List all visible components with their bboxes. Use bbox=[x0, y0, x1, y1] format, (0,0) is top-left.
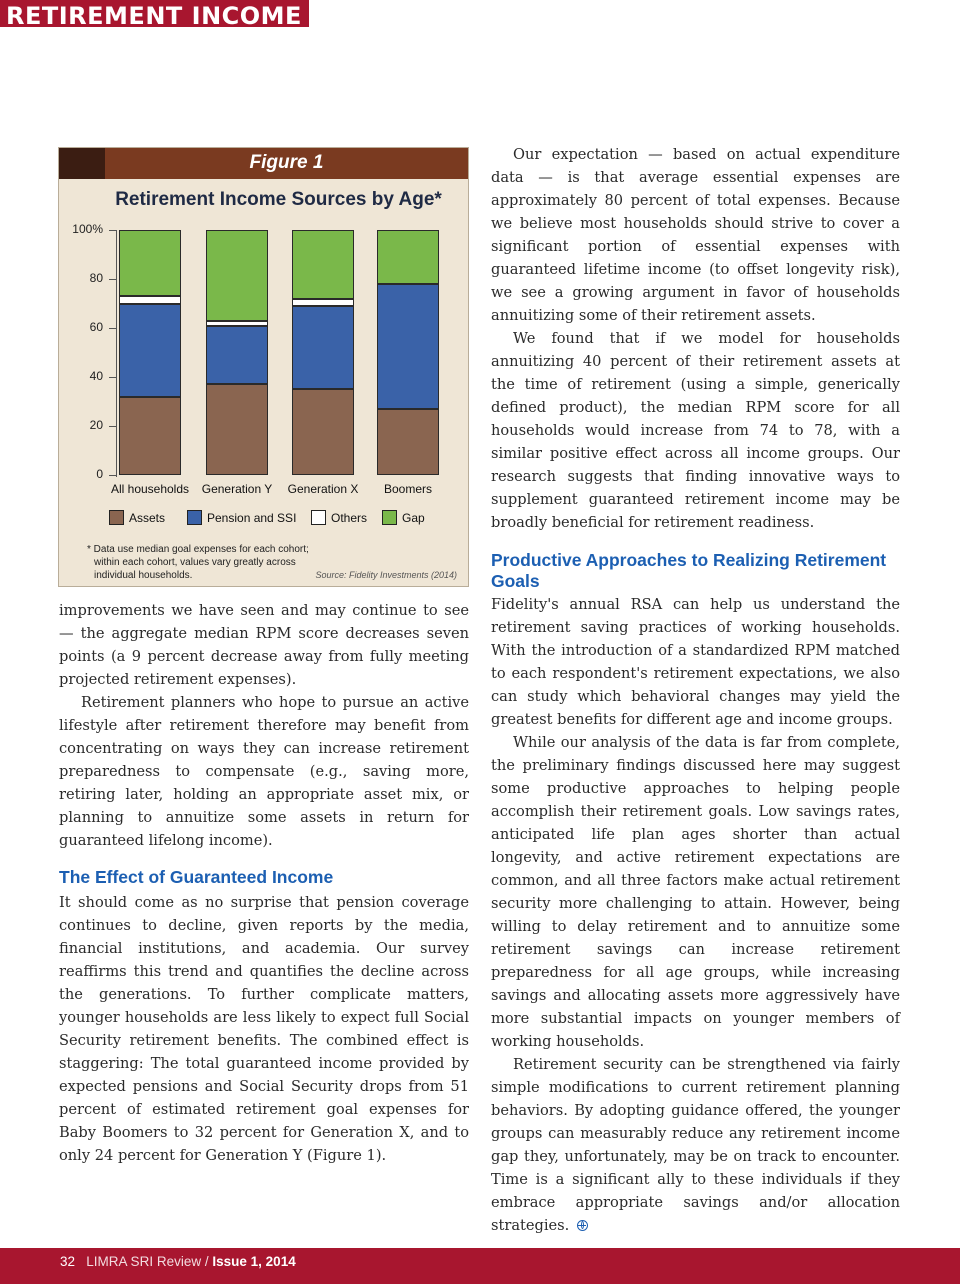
figure-source: Source: Fidelity Investments (2014) bbox=[315, 570, 457, 580]
y-tick-label: 80 bbox=[89, 271, 103, 285]
y-tick-label: 20 bbox=[89, 418, 103, 432]
bar-segment-others bbox=[119, 296, 181, 303]
paragraph: While our analysis of the data is far from complete, the preliminary findings discussed here may suggest some productive approaches to helping people accomplish their retirement goals. Low savings rates, anticipated life plan ages shorter than actual longevity, and active retirement expectations are common, and all three factors make actual retirement security more challenging to attain. However, being willing to delay retirement and to annuitize some retirement savings can increase retirement preparedness for all age groups, while increasing savings and allocating assets more aggressively have more substantial impacts on younger members of working households. bbox=[491, 734, 900, 1050]
section-header: RETIREMENT INCOME bbox=[0, 0, 309, 27]
x-tick-label: Generation X bbox=[287, 482, 359, 496]
y-tick-label: 100% bbox=[72, 222, 103, 236]
page-number: 32 bbox=[60, 1254, 76, 1269]
paragraph bbox=[491, 1053, 900, 1237]
bar-all-households bbox=[119, 230, 181, 475]
bar-segment-others bbox=[292, 299, 354, 306]
bar-generation-y bbox=[206, 230, 268, 475]
y-axis bbox=[116, 230, 117, 477]
bar-segment-pension-and-ssi bbox=[206, 326, 268, 385]
footer-separator: / bbox=[204, 1254, 209, 1269]
y-tick-mark bbox=[109, 230, 116, 231]
paragraph-text: Retirement security can be strengthened via fairly simple modifications to current retirement planning behaviors. By adopting guidance offered, the younger groups can measurably reduce any retirement income gap they, unfortunately, may be on track to encounter. Time is a significant ally to these individuals if they embrace appropriate savings and/or allocation strategies. bbox=[491, 1056, 900, 1234]
legend-item bbox=[187, 510, 296, 525]
bar-segment-pension-and-ssi bbox=[377, 284, 439, 409]
bar-segment-pension-and-ssi bbox=[292, 306, 354, 389]
left-column bbox=[59, 599, 469, 1167]
bar-segment-assets bbox=[377, 409, 439, 475]
figure-1 bbox=[58, 147, 469, 587]
figure-label: Figure 1 bbox=[249, 152, 324, 173]
y-tick-mark bbox=[109, 426, 116, 427]
bar-segment-gap bbox=[206, 230, 268, 321]
legend-item bbox=[109, 510, 165, 525]
paragraph: Retirement planners who hope to pursue an active lifestyle after retirement therefore may benefit from concentrating on ways they can increase retirement preparedness to compensate (e.g., saving more, retiring later, holding an appropriate asset mix, or planning to annuitize some assets in return for guaranteed lifelong income). bbox=[59, 694, 469, 849]
y-tick-label: 0 bbox=[96, 467, 103, 481]
issue-label: Issue 1, 2014 bbox=[212, 1254, 296, 1269]
note-line: individual households. bbox=[94, 570, 193, 581]
legend-label: Assets bbox=[129, 510, 166, 525]
paragraph: It should come as no surprise that pension coverage continues to decline, given reports by the media, financial institutions, and academia. Our survey reaffirms this trend and quantifies the decline across the generations. To further complicate matters, younger households are less likely to expect full Social Security retirement benefits. The combined effect is staggering: The total guaranteed income provided by expected pensions and Social Security drops from 51 percent of estimated retirement goal expenses for Baby Boomers to 32 percent for Generation X, and to only 24 percent for Generation Y (Figure 1). bbox=[59, 894, 469, 1164]
legend-swatch bbox=[311, 510, 326, 525]
bar-segment-gap bbox=[119, 230, 181, 296]
section-heading: Productive Approaches to Realizing Retirement Goals bbox=[491, 550, 887, 591]
y-tick-mark bbox=[109, 377, 116, 378]
bar-generation-x bbox=[292, 230, 354, 475]
bar-segment-assets bbox=[292, 389, 354, 475]
paragraph: We found that if we model for households annuitizing 40 percent of their retirement assets at the time of retirement (using a simple, generically defined product), the median RPM score for all households would increase from 74 to 78, with a similar positive effect across all income groups. Our research suggests that finding innovative ways to supplement guaranteed retirement income may be broadly beneficial for retirement readiness. bbox=[491, 330, 900, 531]
chart-title: Retirement Income Sources by Age* bbox=[115, 189, 442, 210]
y-tick-label: 60 bbox=[89, 320, 103, 334]
bar-boomers bbox=[377, 230, 439, 475]
legend-swatch bbox=[382, 510, 397, 525]
bar-segment-others bbox=[206, 321, 268, 326]
legend-label: Gap bbox=[402, 510, 425, 525]
bar-segment-gap bbox=[292, 230, 354, 299]
bar-segment-pension-and-ssi bbox=[119, 304, 181, 397]
page-footer bbox=[0, 1248, 960, 1284]
y-tick-mark bbox=[109, 279, 116, 280]
bar-segment-assets bbox=[206, 384, 268, 475]
x-tick-label: Boomers bbox=[383, 482, 433, 496]
paragraph: Fidelity's annual RSA can help us understand the retirement saving practices of working households. With the introduction of a standardized RPM matched to each respondent's retirement expectations, we also can study which behavioral changes may yield the greatest benefits for different age and income groups. bbox=[491, 596, 900, 728]
bar-segment-assets bbox=[119, 397, 181, 475]
legend-label: Pension and SSI bbox=[207, 510, 297, 525]
legend-swatch bbox=[187, 510, 202, 525]
legend-item bbox=[311, 510, 367, 525]
paragraph: improvements we have seen and may continue to see — the aggregate median RPM score decreases seven points (a 9 percent decrease away from fully meeting projected retirement expenses). bbox=[59, 602, 469, 688]
globe-icon bbox=[577, 1220, 588, 1231]
note-line: within each cohort, values vary greatly across bbox=[94, 557, 296, 568]
y-tick-label: 40 bbox=[89, 369, 103, 383]
note-line: * Data use median goal expenses for each cohort; bbox=[87, 544, 309, 555]
right-column bbox=[491, 143, 900, 1237]
bar-segment-gap bbox=[377, 230, 439, 284]
publication-name: LIMRA SRI Review bbox=[86, 1254, 202, 1269]
legend-item bbox=[382, 510, 425, 525]
paragraph: Our expectation — based on actual expenditure data — is that average essential expenses are approximately 80 percent of total expenses. Because we believe most households should strive to cover a significant portion of essential expenses with guaranteed lifetime income (to offset longevity risk), we see a growing argument in favor of households annuitizing some of their retirement assets. bbox=[491, 146, 900, 324]
legend-label: Others bbox=[331, 510, 368, 525]
y-tick-mark bbox=[109, 475, 116, 476]
section-heading: The Effect of Guaranteed Income bbox=[59, 867, 334, 887]
y-tick-mark bbox=[109, 328, 116, 329]
x-tick-label: All households bbox=[110, 482, 190, 496]
x-tick-label: Generation Y bbox=[201, 482, 273, 496]
figure-note bbox=[87, 543, 327, 582]
legend-swatch bbox=[109, 510, 124, 525]
